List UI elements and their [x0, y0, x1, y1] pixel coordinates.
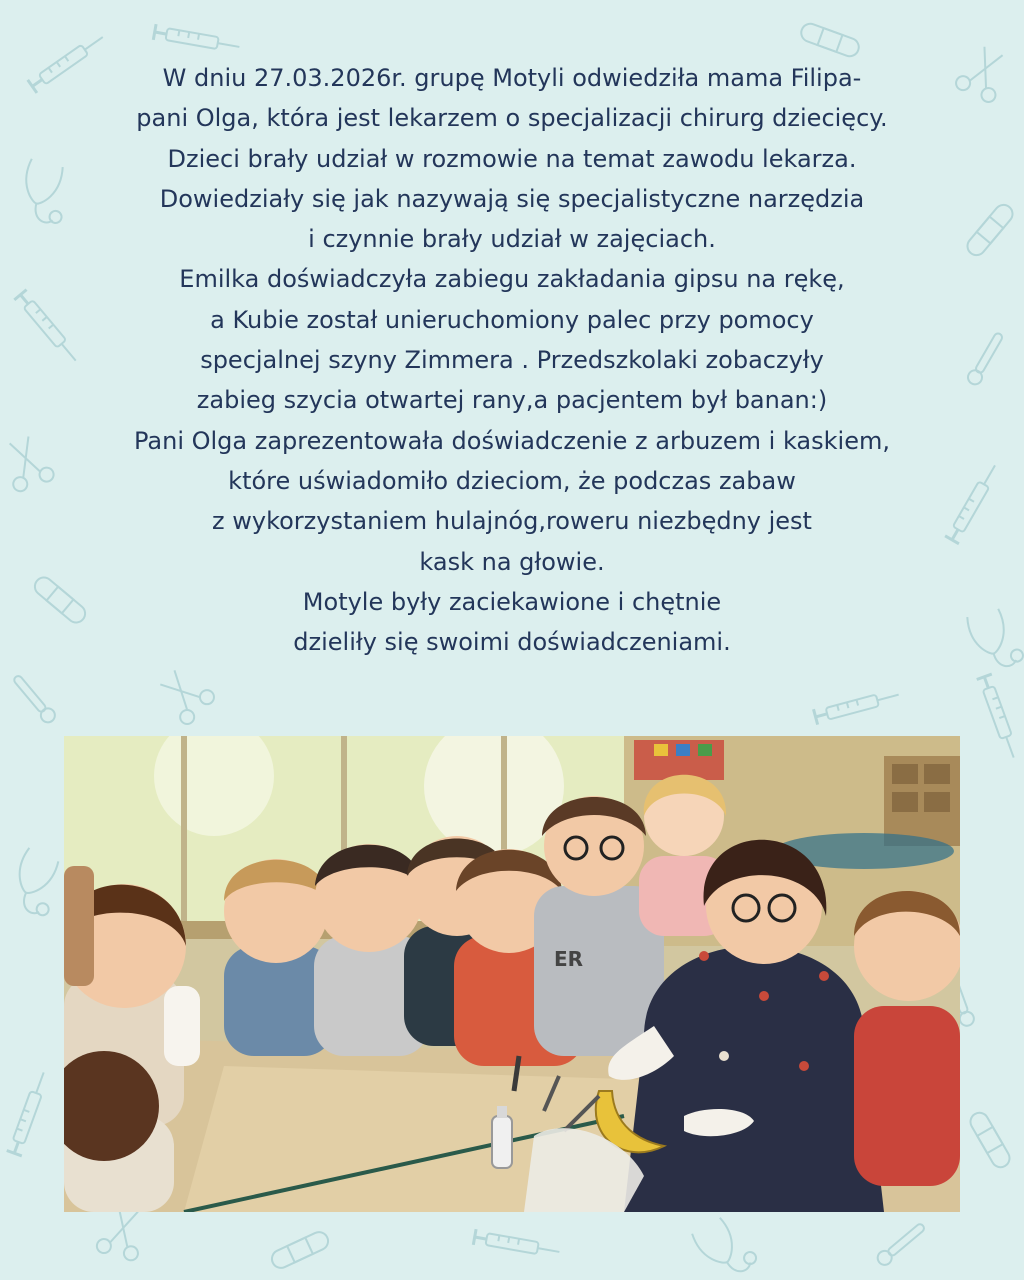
text-line: zabieg szycia otwartej rany,a pacjentem był banan:): [196, 386, 828, 415]
shirt-print: ER: [554, 947, 584, 971]
text-line: Pani Olga zaprezentowała doświadczenie z arbuzem i kaskiem,: [134, 426, 890, 455]
child: [64, 866, 94, 986]
text-line: Emilka doświadczyła zabiegu zakładania gipsu na rękę,: [179, 265, 845, 294]
text-line: które uświadomiło dzieciom, że podczas zabaw: [228, 466, 796, 495]
text-line: W dniu 27.03.2026r. grupę Motyli odwiedziła mama Filipa-: [162, 64, 862, 92]
announcement-text: [40, 58, 984, 662]
cast: [164, 986, 200, 1066]
child: [854, 891, 960, 1186]
text-line: kask na głowie.: [419, 547, 605, 576]
text-line: a Kubie został unieruchomiony palec przy pomocy: [210, 305, 814, 334]
text-line: Dzieci brały udział w rozmowie na temat zawodu lekarza.: [167, 144, 857, 173]
classroom-illustration: [64, 736, 960, 1212]
text-line: Dowiedziały się jak nazywają się specjalistyczne narzędzia: [159, 184, 865, 213]
text-line: z wykorzystaniem hulajnóg,roweru niezbędny jest: [212, 507, 812, 536]
text-line: Motyle były zaciekawione i chętnie: [302, 587, 722, 616]
bottle: [492, 1116, 512, 1168]
text-line: specjalnej szyny Zimmera . Przedszkolaki zobaczyły: [200, 346, 824, 375]
text-line: pani Olga, która jest lekarzem o specjalizacji chirurg dziecięcy.: [136, 104, 888, 133]
text-line: i czynnie brały udział w zajęciach.: [308, 225, 716, 254]
text-line: dzieliły się swoimi doświadczeniami.: [293, 628, 731, 657]
